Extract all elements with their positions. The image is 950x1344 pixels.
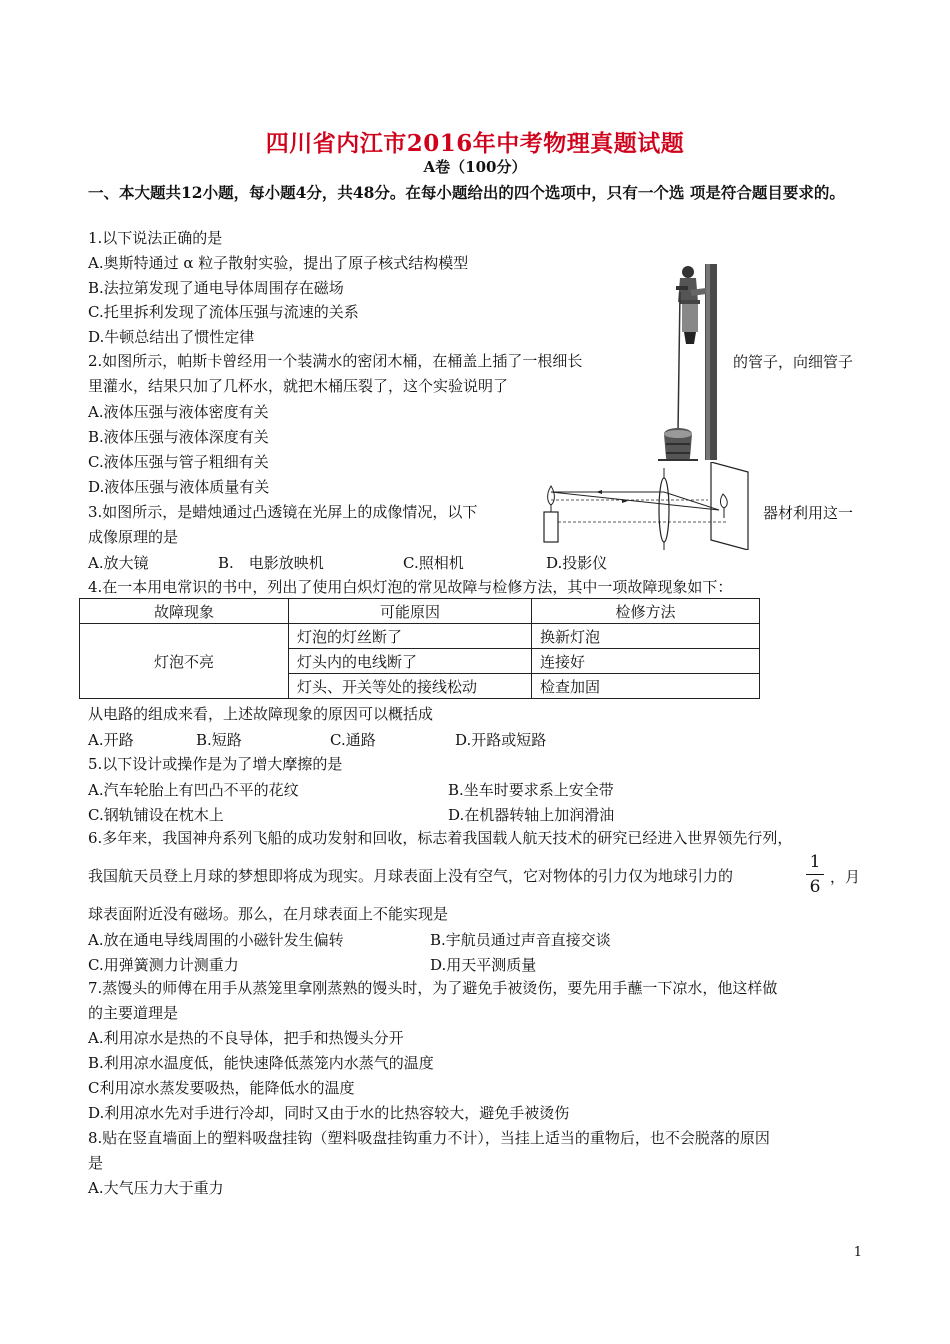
q7-stem-line1: 7.蒸馒头的师傅在用手从蒸笼里拿刚蒸熟的馒头时，为了避免手被烫伤，要先用手蘸一下凉水，他这样做 [88,979,778,997]
fraction-denominator: 6 [809,877,821,897]
section-instructions: 一、本大题共12小题，每小题4分，共48分。在每小题给出的四个选项中，只有一个选 项是符合题目要求的。 [88,183,845,202]
q2-option-b: B.液体压强与液体深度有关 [88,428,269,446]
fix-cell: 检查加固 [532,674,760,699]
q2-option-d: D.液体压强与液体质量有关 [88,478,270,496]
convex-lens-figure [536,462,751,550]
q7-option-d: D.利用凉水先对手进行冷却，同时又由于水的比热容较大，避免手被烫伤 [88,1104,570,1122]
q7-option-b: B.利用凉水温度低，能快速降低蒸笼内水蒸气的温度 [88,1054,434,1072]
fault-table-header: 可能原因 [289,599,532,624]
fix-cell: 连接好 [532,649,760,674]
q3-option-a: A.放大镜 [88,554,149,572]
q6-stem-line2-end: ，月 [830,868,861,886]
fault-table-header: 故障现象 [80,599,289,624]
fault-table [79,598,760,699]
q5-stem: 5.以下设计或操作是为了增大摩擦的是 [88,755,343,773]
q5-option-c: C.钢轨铺设在枕木上 [88,806,224,824]
q8-stem-line2: 是 [88,1154,104,1172]
q2-stem-line2: 里灌水，结果只加了几杯水，就把木桶压裂了，这个实验说明了 [88,377,509,395]
q7-option-a: A.利用凉水是热的不良导体，把手和热馒头分开 [88,1029,404,1047]
cause-cell: 灯泡的灯丝断了 [289,624,532,649]
q1-option-a: A.奥斯特通过 α 粒子散射实验，提出了原子核式结构模型 [88,254,469,272]
q4-after-table: 从电路的组成来看，上述故障现象的原因可以概括成 [88,705,434,723]
q3-option-b: B. 电影放映机 [218,554,324,572]
q6-stem-line3: 球表面附近没有磁场。那么，在月球表面上不能实现是 [88,905,449,923]
q5-option-a: A.汽车轮胎上有凹凸不平的花纹 [88,781,299,799]
page-number: 1 [853,1245,862,1260]
fraction-bar [806,874,824,875]
q2-option-a: A.液体压强与液体密度有关 [88,403,269,421]
q6-stem-line2: 我国航天员登上月球的梦想即将成为现实。月球表面上没有空气，它对物体的引力仅为地球引力的 [88,867,734,885]
fix-cell: 换新灯泡 [532,624,760,649]
fraction-one-sixth [806,852,824,897]
q3-stem-line1-end: 器材利用这一 [763,504,854,522]
q6-option-b: B.宇航员通过声音直接交谈 [430,931,611,949]
fault-table-header-row [80,599,760,624]
q2-option-c: C.液体压强与管子粗细有关 [88,453,269,471]
q4-stem: 4.在一本用电常识的书中，列出了使用白炽灯泡的常见故障与检修方法，其中一项故障现象如下： [88,578,733,596]
q6-option-a: A.放在通电导线周围的小磁针发生偏转 [88,931,344,949]
fraction-numerator: 1 [809,852,821,872]
q1-option-b: B.法拉第发现了通电导体周围存在磁场 [88,279,344,297]
q5-option-d: D.在机器转轴上加润滑油 [448,806,615,824]
q1-option-c: C.托里拆利发现了流体压强与流速的关系 [88,303,359,321]
q2-stem-line1-end: 的管子，向细管子 [733,353,854,371]
q3-option-c: C.照相机 [403,554,464,572]
q5-option-b: B.坐车时要求系上安全带 [448,781,614,799]
cause-cell: 灯头内的电线断了 [289,649,532,674]
q4-option-b: B.短路 [196,731,242,749]
q4-option-c: C.通路 [330,731,376,749]
q8-option-a: A.大气压力大于重力 [88,1179,224,1197]
fault-phenomenon-cell: 灯泡不亮 [80,624,289,699]
pascal-barrel-figure [650,262,725,462]
q8-stem-line1: 8.贴在竖直墙面上的塑料吸盘挂钩（塑料吸盘挂钩重力不计），当挂上适当的重物后，也不会脱落的原因 [88,1129,770,1147]
q7-option-c: C利用凉水蒸发要吸热，能降低水的温度 [88,1079,355,1097]
q3-option-d: D.投影仪 [546,554,608,572]
q7-stem-line2: 的主要道理是 [88,1004,179,1022]
q1-stem: 1.以下说法正确的是 [88,229,223,247]
q1-option-d: D.牛顿总结出了惯性定律 [88,328,255,346]
q6-option-c: C.用弹簧测力计测重力 [88,956,239,974]
fault-table-header: 检修方法 [532,599,760,624]
page-title: 四川省内江市2016年中考物理真题试题 [265,130,685,157]
table-row [80,624,760,649]
q4-option-a: A.开路 [88,731,134,749]
page-subtitle: A卷（100分） [423,158,527,176]
q6-option-d: D.用天平测质量 [430,956,537,974]
q2-stem-line1: 2.如图所示，帕斯卡曾经用一个装满水的密闭木桶，在桶盖上插了一根细长 [88,352,583,370]
q4-option-d: D.开路或短路 [455,731,547,749]
q3-stem-line2: 成像原理的是 [88,528,179,546]
q6-stem-line1: 6.多年来，我国神舟系列飞船的成功发射和回收，标志着我国载人航天技术的研究已经进入世界领先行列， [88,829,793,847]
q3-stem-line1: 3.如图所示，是蜡烛通过凸透镜在光屏上的成像情况，以下 [88,503,478,521]
cause-cell: 灯头、开关等处的接线松动 [289,674,532,699]
